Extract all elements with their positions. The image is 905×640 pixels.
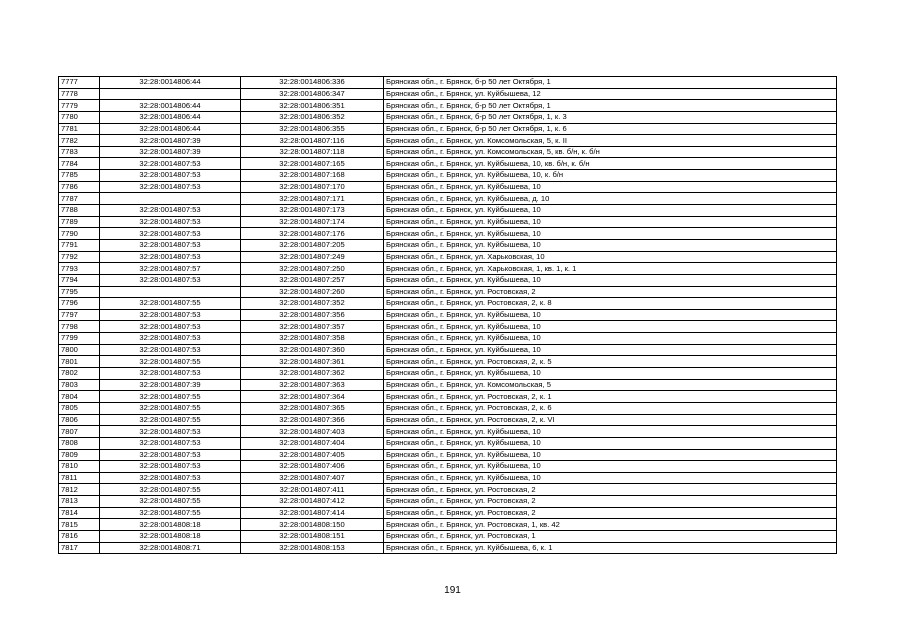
address-cell: Брянская обл., г. Брянск, ул. Куйбышева, д. 10 <box>384 193 837 205</box>
old-cadastral-number-cell: 32:28:0014807:53 <box>100 333 241 345</box>
old-cadastral-number-cell: 32:28:0014807:53 <box>100 239 241 251</box>
new-cadastral-number-cell: 32:28:0014807:362 <box>241 368 384 380</box>
table-row <box>59 298 837 310</box>
table-row <box>59 472 837 484</box>
old-cadastral-number-cell: 32:28:0014807:53 <box>100 158 241 170</box>
new-cadastral-number-cell: 32:28:0014807:205 <box>241 239 384 251</box>
old-cadastral-number-cell: 32:28:0014807:39 <box>100 379 241 391</box>
new-cadastral-number-cell: 32:28:0014807:168 <box>241 170 384 182</box>
address-cell: Брянская обл., г. Брянск, ул. Харьковская, 10 <box>384 251 837 263</box>
table-row <box>59 309 837 321</box>
row-number-cell: 7784 <box>59 158 100 170</box>
address-cell: Брянская обл., г. Брянск, ул. Ростовская, 2 <box>384 496 837 508</box>
old-cadastral-number-cell: 32:28:0014807:55 <box>100 414 241 426</box>
old-cadastral-number-cell <box>100 286 241 298</box>
address-cell: Брянская обл., г. Брянск, ул. Куйбышева, 10 <box>384 228 837 240</box>
new-cadastral-number-cell: 32:28:0014807:257 <box>241 274 384 286</box>
new-cadastral-number-cell: 32:28:0014808:150 <box>241 519 384 531</box>
new-cadastral-number-cell: 32:28:0014806:351 <box>241 100 384 112</box>
old-cadastral-number-cell: 32:28:0014807:57 <box>100 263 241 275</box>
new-cadastral-number-cell: 32:28:0014807:250 <box>241 263 384 275</box>
row-number-cell: 7795 <box>59 286 100 298</box>
old-cadastral-number-cell: 32:28:0014807:53 <box>100 228 241 240</box>
table-row <box>59 437 837 449</box>
old-cadastral-number-cell <box>100 193 241 205</box>
row-number-cell: 7782 <box>59 135 100 147</box>
row-number-cell: 7780 <box>59 111 100 123</box>
new-cadastral-number-cell: 32:28:0014807:174 <box>241 216 384 228</box>
row-number-cell: 7796 <box>59 298 100 310</box>
old-cadastral-number-cell: 32:28:0014806:44 <box>100 111 241 123</box>
old-cadastral-number-cell: 32:28:0014807:53 <box>100 216 241 228</box>
table-row <box>59 461 837 473</box>
address-cell: Брянская обл., г. Брянск, ул. Куйбышева, 10 <box>384 216 837 228</box>
table-row <box>59 402 837 414</box>
address-cell: Брянская обл., г. Брянск, б-р 50 лет Октября, 1, к. 6 <box>384 123 837 135</box>
row-number-cell: 7800 <box>59 344 100 356</box>
page-number: 191 <box>444 585 461 596</box>
table-row <box>59 368 837 380</box>
old-cadastral-number-cell: 32:28:0014807:53 <box>100 426 241 438</box>
new-cadastral-number-cell: 32:28:0014806:347 <box>241 88 384 100</box>
old-cadastral-number-cell: 32:28:0014808:18 <box>100 519 241 531</box>
row-number-cell: 7808 <box>59 437 100 449</box>
old-cadastral-number-cell: 32:28:0014807:53 <box>100 368 241 380</box>
old-cadastral-number-cell: 32:28:0014806:44 <box>100 100 241 112</box>
table-row <box>59 88 837 100</box>
address-cell: Брянская обл., г. Брянск, ул. Куйбышева, 10 <box>384 461 837 473</box>
table-row <box>59 216 837 228</box>
old-cadastral-number-cell: 32:28:0014807:53 <box>100 321 241 333</box>
old-cadastral-number-cell: 32:28:0014807:39 <box>100 146 241 158</box>
new-cadastral-number-cell: 32:28:0014807:260 <box>241 286 384 298</box>
row-number-cell: 7781 <box>59 123 100 135</box>
address-cell: Брянская обл., г. Брянск, ул. Комсомольская, 5, к. II <box>384 135 837 147</box>
table-row <box>59 251 837 263</box>
old-cadastral-number-cell: 32:28:0014806:44 <box>100 123 241 135</box>
table-row <box>59 158 837 170</box>
address-cell: Брянская обл., г. Брянск, ул. Ростовская, 2, к. VI <box>384 414 837 426</box>
table-row <box>59 286 837 298</box>
new-cadastral-number-cell: 32:28:0014807:363 <box>241 379 384 391</box>
cadastral-table <box>58 76 837 554</box>
row-number-cell: 7805 <box>59 402 100 414</box>
table-row <box>59 519 837 531</box>
table-row <box>59 449 837 461</box>
address-cell: Брянская обл., г. Брянск, ул. Куйбышева, 10 <box>384 472 837 484</box>
address-cell: Брянская обл., г. Брянск, ул. Куйбышева, 10 <box>384 437 837 449</box>
row-number-cell: 7803 <box>59 379 100 391</box>
row-number-cell: 7789 <box>59 216 100 228</box>
table-row <box>59 391 837 403</box>
row-number-cell: 7791 <box>59 239 100 251</box>
row-number-cell: 7788 <box>59 205 100 217</box>
old-cadastral-number-cell: 32:28:0014807:55 <box>100 507 241 519</box>
new-cadastral-number-cell: 32:28:0014806:336 <box>241 77 384 89</box>
address-cell: Брянская обл., г. Брянск, ул. Куйбышева, 10 <box>384 205 837 217</box>
address-cell: Брянская обл., г. Брянск, ул. Ростовская, 2 <box>384 286 837 298</box>
row-number-cell: 7799 <box>59 333 100 345</box>
row-number-cell: 7810 <box>59 461 100 473</box>
new-cadastral-number-cell: 32:28:0014807:357 <box>241 321 384 333</box>
address-cell: Брянская обл., г. Брянск, ул. Куйбышева, 10 <box>384 333 837 345</box>
old-cadastral-number-cell: 32:28:0014808:71 <box>100 542 241 554</box>
row-number-cell: 7801 <box>59 356 100 368</box>
table-row <box>59 344 837 356</box>
row-number-cell: 7812 <box>59 484 100 496</box>
old-cadastral-number-cell: 32:28:0014807:55 <box>100 496 241 508</box>
address-cell: Брянская обл., г. Брянск, б-р 50 лет Октября, 1 <box>384 100 837 112</box>
table-row <box>59 426 837 438</box>
address-cell: Брянская обл., г. Брянск, ул. Харьковская, 1, кв. 1, к. 1 <box>384 263 837 275</box>
row-number-cell: 7783 <box>59 146 100 158</box>
new-cadastral-number-cell: 32:28:0014807:411 <box>241 484 384 496</box>
old-cadastral-number-cell: 32:28:0014807:53 <box>100 181 241 193</box>
row-number-cell: 7792 <box>59 251 100 263</box>
table-row <box>59 321 837 333</box>
address-cell: Брянская обл., г. Брянск, ул. Куйбышева, 10 <box>384 181 837 193</box>
new-cadastral-number-cell: 32:28:0014807:249 <box>241 251 384 263</box>
new-cadastral-number-cell: 32:28:0014807:412 <box>241 496 384 508</box>
new-cadastral-number-cell: 32:28:0014807:403 <box>241 426 384 438</box>
address-cell: Брянская обл., г. Брянск, ул. Комсомольская, 5, кв. б/н, к. б/н <box>384 146 837 158</box>
new-cadastral-number-cell: 32:28:0014807:406 <box>241 461 384 473</box>
old-cadastral-number-cell <box>100 88 241 100</box>
old-cadastral-number-cell: 32:28:0014807:53 <box>100 170 241 182</box>
address-cell: Брянская обл., г. Брянск, ул. Ростовская, 2, к. 1 <box>384 391 837 403</box>
table-row <box>59 181 837 193</box>
new-cadastral-number-cell: 32:28:0014807:358 <box>241 333 384 345</box>
old-cadastral-number-cell: 32:28:0014807:55 <box>100 298 241 310</box>
row-number-cell: 7790 <box>59 228 100 240</box>
new-cadastral-number-cell: 32:28:0014807:173 <box>241 205 384 217</box>
old-cadastral-number-cell: 32:28:0014807:39 <box>100 135 241 147</box>
table-row <box>59 414 837 426</box>
new-cadastral-number-cell: 32:28:0014807:118 <box>241 146 384 158</box>
table-row <box>59 135 837 147</box>
address-cell: Брянская обл., г. Брянск, ул. Ростовская, 1 <box>384 530 837 542</box>
address-cell: Брянская обл., г. Брянск, ул. Ростовская, 2, к. 8 <box>384 298 837 310</box>
table-row <box>59 542 837 554</box>
row-number-cell: 7777 <box>59 77 100 89</box>
row-number-cell: 7785 <box>59 170 100 182</box>
address-cell: Брянская обл., г. Брянск, ул. Куйбышева, 10, кв. б/н, к. б/н <box>384 158 837 170</box>
address-cell: Брянская обл., г. Брянск, ул. Куйбышева, 6, к. 1 <box>384 542 837 554</box>
row-number-cell: 7778 <box>59 88 100 100</box>
address-cell: Брянская обл., г. Брянск, ул. Ростовская, 2 <box>384 484 837 496</box>
table-row <box>59 228 837 240</box>
address-cell: Брянская обл., г. Брянск, ул. Куйбышева, 10 <box>384 449 837 461</box>
table-row <box>59 146 837 158</box>
old-cadastral-number-cell: 32:28:0014808:18 <box>100 530 241 542</box>
new-cadastral-number-cell: 32:28:0014807:404 <box>241 437 384 449</box>
new-cadastral-number-cell: 32:28:0014807:366 <box>241 414 384 426</box>
new-cadastral-number-cell: 32:28:0014807:361 <box>241 356 384 368</box>
table-row <box>59 379 837 391</box>
table-row <box>59 333 837 345</box>
row-number-cell: 7815 <box>59 519 100 531</box>
address-cell: Брянская обл., г. Брянск, ул. Куйбышева, 10 <box>384 344 837 356</box>
row-number-cell: 7806 <box>59 414 100 426</box>
new-cadastral-number-cell: 32:28:0014807:414 <box>241 507 384 519</box>
table-row <box>59 530 837 542</box>
new-cadastral-number-cell: 32:28:0014806:352 <box>241 111 384 123</box>
new-cadastral-number-cell: 32:28:0014808:153 <box>241 542 384 554</box>
table-row <box>59 193 837 205</box>
old-cadastral-number-cell: 32:28:0014807:55 <box>100 356 241 368</box>
old-cadastral-number-cell: 32:28:0014807:53 <box>100 461 241 473</box>
row-number-cell: 7814 <box>59 507 100 519</box>
row-number-cell: 7811 <box>59 472 100 484</box>
address-cell: Брянская обл., г. Брянск, ул. Куйбышева, 10 <box>384 321 837 333</box>
old-cadastral-number-cell: 32:28:0014807:53 <box>100 344 241 356</box>
address-cell: Брянская обл., г. Брянск, ул. Куйбышева, 10, к. б/н <box>384 170 837 182</box>
new-cadastral-number-cell: 32:28:0014808:151 <box>241 530 384 542</box>
row-number-cell: 7816 <box>59 530 100 542</box>
address-cell: Брянская обл., г. Брянск, ул. Куйбышева, 10 <box>384 426 837 438</box>
table-row <box>59 205 837 217</box>
row-number-cell: 7787 <box>59 193 100 205</box>
address-cell: Брянская обл., г. Брянск, ул. Куйбышева, 10 <box>384 239 837 251</box>
table-row <box>59 170 837 182</box>
old-cadastral-number-cell: 32:28:0014806:44 <box>100 77 241 89</box>
table-row <box>59 356 837 368</box>
table-row <box>59 484 837 496</box>
new-cadastral-number-cell: 32:28:0014807:116 <box>241 135 384 147</box>
row-number-cell: 7809 <box>59 449 100 461</box>
new-cadastral-number-cell: 32:28:0014807:405 <box>241 449 384 461</box>
row-number-cell: 7807 <box>59 426 100 438</box>
table-row <box>59 496 837 508</box>
row-number-cell: 7798 <box>59 321 100 333</box>
old-cadastral-number-cell: 32:28:0014807:55 <box>100 484 241 496</box>
row-number-cell: 7804 <box>59 391 100 403</box>
address-cell: Брянская обл., г. Брянск, ул. Куйбышева, 12 <box>384 88 837 100</box>
old-cadastral-number-cell: 32:28:0014807:55 <box>100 391 241 403</box>
row-number-cell: 7779 <box>59 100 100 112</box>
old-cadastral-number-cell: 32:28:0014807:53 <box>100 309 241 321</box>
new-cadastral-number-cell: 32:28:0014807:352 <box>241 298 384 310</box>
old-cadastral-number-cell: 32:28:0014807:55 <box>100 402 241 414</box>
new-cadastral-number-cell: 32:28:0014807:364 <box>241 391 384 403</box>
address-cell: Брянская обл., г. Брянск, б-р 50 лет Октября, 1, к. 3 <box>384 111 837 123</box>
table-row <box>59 239 837 251</box>
table-row <box>59 100 837 112</box>
table-row <box>59 274 837 286</box>
old-cadastral-number-cell: 32:28:0014807:53 <box>100 251 241 263</box>
row-number-cell: 7797 <box>59 309 100 321</box>
new-cadastral-number-cell: 32:28:0014807:365 <box>241 402 384 414</box>
address-cell: Брянская обл., г. Брянск, ул. Комсомольская, 5 <box>384 379 837 391</box>
address-cell: Брянская обл., г. Брянск, ул. Куйбышева, 10 <box>384 274 837 286</box>
old-cadastral-number-cell: 32:28:0014807:53 <box>100 274 241 286</box>
new-cadastral-number-cell: 32:28:0014807:165 <box>241 158 384 170</box>
new-cadastral-number-cell: 32:28:0014807:176 <box>241 228 384 240</box>
row-number-cell: 7794 <box>59 274 100 286</box>
new-cadastral-number-cell: 32:28:0014807:170 <box>241 181 384 193</box>
old-cadastral-number-cell: 32:28:0014807:53 <box>100 437 241 449</box>
table-row <box>59 263 837 275</box>
row-number-cell: 7786 <box>59 181 100 193</box>
address-cell: Брянская обл., г. Брянск, ул. Куйбышева, 10 <box>384 368 837 380</box>
address-cell: Брянская обл., г. Брянск, ул. Ростовская, 2 <box>384 507 837 519</box>
table-row <box>59 111 837 123</box>
address-cell: Брянская обл., г. Брянск, ул. Куйбышева, 10 <box>384 309 837 321</box>
new-cadastral-number-cell: 32:28:0014807:407 <box>241 472 384 484</box>
old-cadastral-number-cell: 32:28:0014807:53 <box>100 205 241 217</box>
table-row <box>59 123 837 135</box>
address-cell: Брянская обл., г. Брянск, б-р 50 лет Октября, 1 <box>384 77 837 89</box>
cadastral-table-body <box>59 77 837 554</box>
row-number-cell: 7793 <box>59 263 100 275</box>
row-number-cell: 7817 <box>59 542 100 554</box>
address-cell: Брянская обл., г. Брянск, ул. Ростовская, 2, к. 5 <box>384 356 837 368</box>
address-cell: Брянская обл., г. Брянск, ул. Ростовская, 1, кв. 42 <box>384 519 837 531</box>
new-cadastral-number-cell: 32:28:0014807:360 <box>241 344 384 356</box>
old-cadastral-number-cell: 32:28:0014807:53 <box>100 449 241 461</box>
row-number-cell: 7802 <box>59 368 100 380</box>
table-row <box>59 507 837 519</box>
address-cell: Брянская обл., г. Брянск, ул. Ростовская, 2, к. 6 <box>384 402 837 414</box>
row-number-cell: 7813 <box>59 496 100 508</box>
old-cadastral-number-cell: 32:28:0014807:53 <box>100 472 241 484</box>
new-cadastral-number-cell: 32:28:0014806:355 <box>241 123 384 135</box>
table-row <box>59 77 837 89</box>
new-cadastral-number-cell: 32:28:0014807:171 <box>241 193 384 205</box>
new-cadastral-number-cell: 32:28:0014807:356 <box>241 309 384 321</box>
